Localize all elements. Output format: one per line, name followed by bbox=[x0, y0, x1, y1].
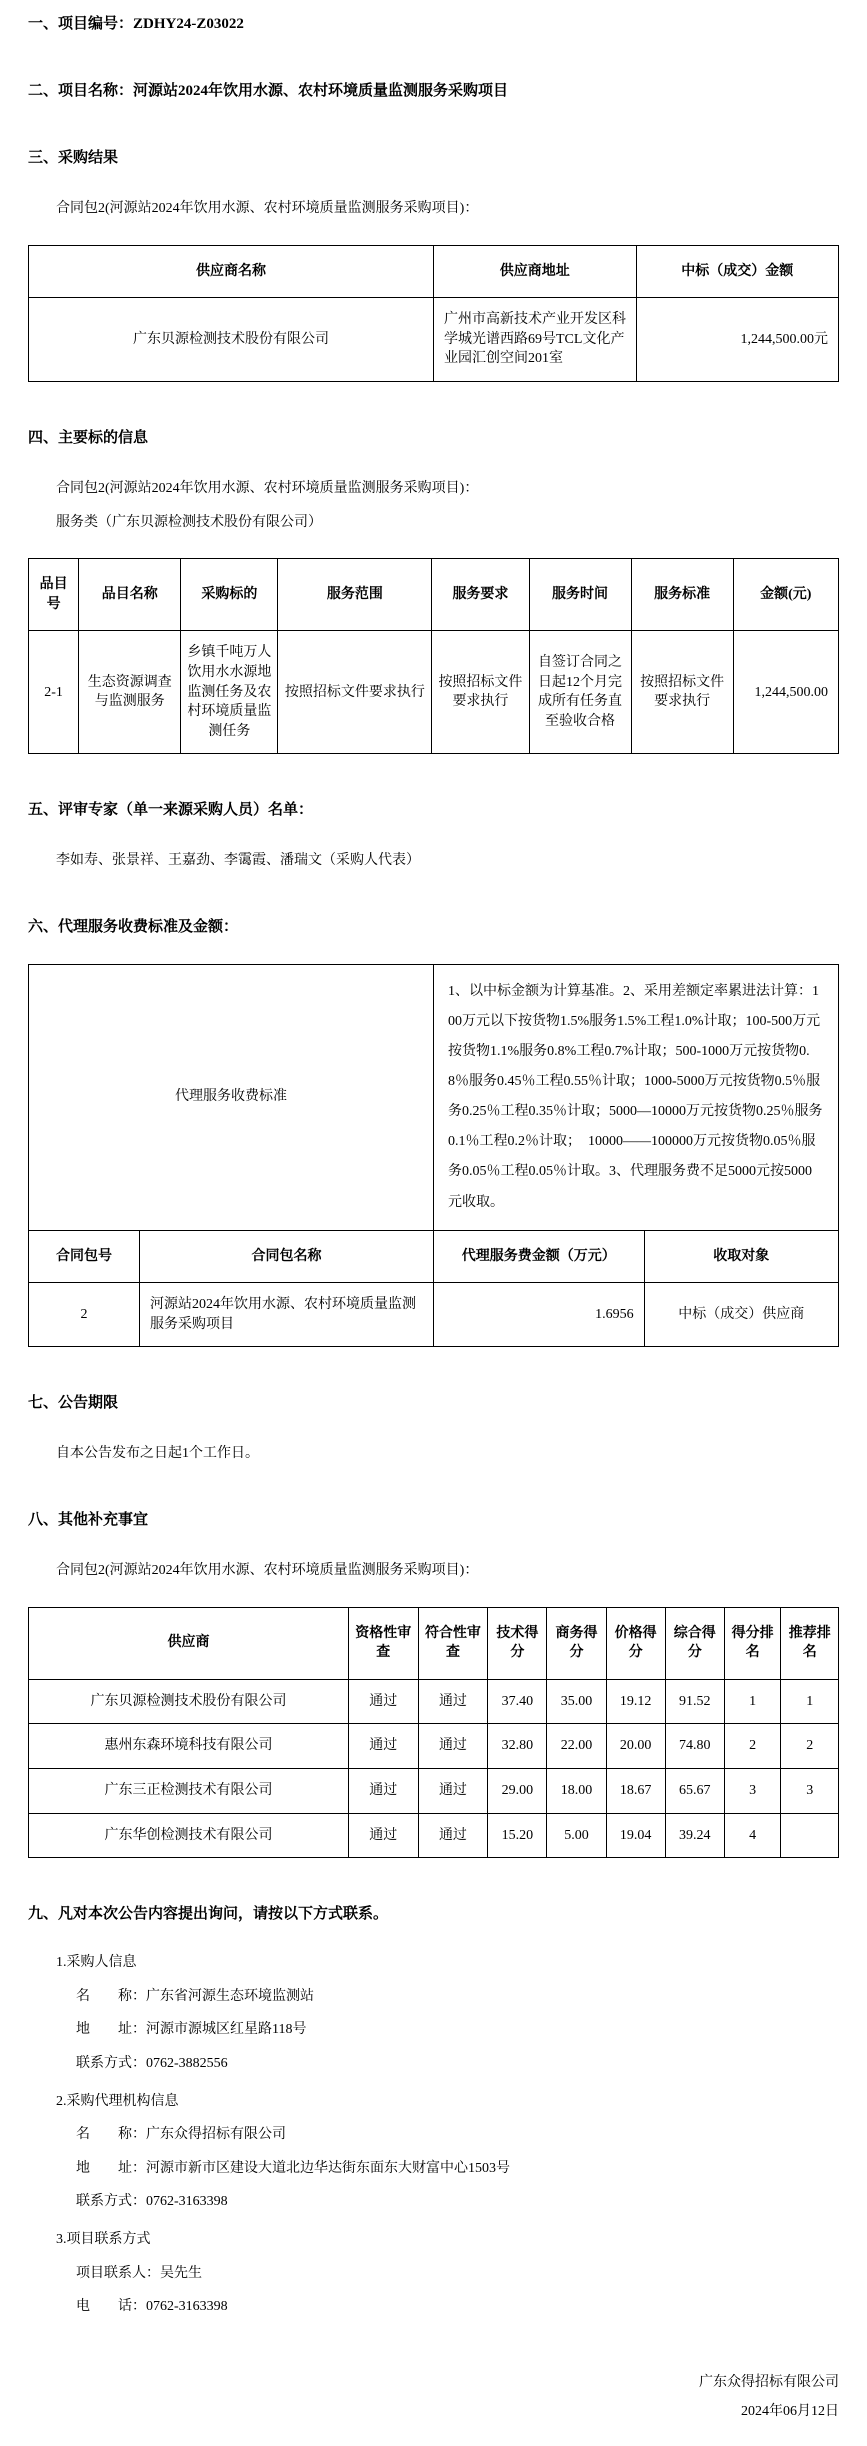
table-header-row bbox=[29, 1607, 839, 1679]
col-price-score: 价格得分 bbox=[606, 1607, 665, 1679]
table-row bbox=[29, 1813, 839, 1858]
fee-standard-row bbox=[29, 964, 839, 1230]
section-8-heading: 八、其他补充事宜 bbox=[28, 1512, 149, 1529]
col-service-scope: 服务范围 bbox=[278, 559, 432, 631]
technical-score-cell: 32.80 bbox=[488, 1724, 547, 1769]
col-qualification-review: 资格性审查 bbox=[348, 1607, 418, 1679]
technical-score-cell: 15.20 bbox=[488, 1813, 547, 1858]
table-row bbox=[29, 1724, 839, 1769]
conformity-cell: 通过 bbox=[418, 1769, 488, 1814]
section-5-heading: 五、评审专家（单一来源采购人员）名单： bbox=[28, 802, 314, 819]
purchaser-address: 地 址：河源市源城区红星路118号 bbox=[76, 2022, 307, 2038]
service-standard-cell: 按照招标文件要求执行 bbox=[631, 631, 733, 754]
agency-fee-amount-table bbox=[28, 1230, 839, 1348]
item-no-cell: 2-1 bbox=[29, 631, 79, 754]
item-name-cell: 生态资源调查与监测服务 bbox=[79, 631, 181, 754]
section-9-heading: 九、凡对本次公告内容提出询问，请按以下方式联系。 bbox=[28, 1906, 389, 1923]
section-3-package-line: 合同包2(河源站2024年饮用水源、农村环境质量监测服务采购项目)： bbox=[56, 201, 479, 216]
expert-names: 李如寿、张景祥、王嘉劲、李霭霞、潘瑞文（采购人代表） bbox=[56, 853, 420, 869]
purchaser-contact: 联系方式：0762-3882556 bbox=[76, 2055, 228, 2071]
package-no-cell: 2 bbox=[29, 1283, 140, 1347]
supplier-cell: 广东华创检测技术有限公司 bbox=[29, 1813, 349, 1858]
col-fee-payer: 收取对象 bbox=[644, 1230, 838, 1283]
service-requirement-cell: 按照招标文件要求执行 bbox=[432, 631, 529, 754]
procurement-result-table bbox=[28, 245, 839, 382]
price-score-cell: 19.12 bbox=[606, 1679, 665, 1724]
col-supplier-address: 供应商地址 bbox=[434, 245, 637, 298]
score-table bbox=[28, 1607, 839, 1859]
business-score-cell: 18.00 bbox=[547, 1769, 606, 1814]
col-total-score: 综合得分 bbox=[665, 1607, 724, 1679]
fee-amount-cell: 1.6956 bbox=[433, 1283, 644, 1347]
score-rank-cell: 2 bbox=[724, 1724, 781, 1769]
qualification-cell: 通过 bbox=[348, 1813, 418, 1858]
project-phone: 电 话：0762-3163398 bbox=[76, 2299, 228, 2315]
col-service-time: 服务时间 bbox=[529, 559, 631, 631]
col-package-no: 合同包号 bbox=[29, 1230, 140, 1283]
business-score-cell: 35.00 bbox=[547, 1679, 606, 1724]
col-service-requirement: 服务要求 bbox=[432, 559, 529, 631]
table-row bbox=[29, 298, 839, 382]
purchaser-name: 名 称：广东省河源生态环境监测站 bbox=[76, 1988, 314, 2004]
col-item-no: 品目号 bbox=[29, 559, 79, 631]
project-contact-person: 项目联系人：吴先生 bbox=[76, 2265, 202, 2281]
purchaser-info-title: 1.采购人信息 bbox=[56, 1955, 137, 1971]
agency-name: 名 称：广东众得招标有限公司 bbox=[76, 2127, 286, 2143]
total-score-cell: 65.67 bbox=[665, 1769, 724, 1814]
col-supplier-name: 供应商名称 bbox=[29, 245, 434, 298]
col-score-rank: 得分排名 bbox=[724, 1607, 781, 1679]
recommend-rank-cell: 1 bbox=[781, 1679, 839, 1724]
technical-score-cell: 37.40 bbox=[488, 1679, 547, 1724]
col-procurement-target: 采购标的 bbox=[181, 559, 278, 631]
price-score-cell: 18.67 bbox=[606, 1769, 665, 1814]
col-business-score: 商务得分 bbox=[547, 1607, 606, 1679]
agency-contact: 联系方式：0762-3163398 bbox=[76, 2194, 228, 2210]
qualification-cell: 通过 bbox=[348, 1679, 418, 1724]
price-score-cell: 19.04 bbox=[606, 1813, 665, 1858]
recommend-rank-cell bbox=[781, 1813, 839, 1858]
technical-score-cell: 29.00 bbox=[488, 1769, 547, 1814]
section-7-heading: 七、公告期限 bbox=[28, 1395, 119, 1412]
table-header-row bbox=[29, 1230, 839, 1283]
col-award-amount: 中标（成交）金额 bbox=[636, 245, 839, 298]
score-rank-cell: 1 bbox=[724, 1679, 781, 1724]
business-score-cell: 22.00 bbox=[547, 1724, 606, 1769]
procurement-target-cell: 乡镇千吨万人饮用水水源地监测任务及农村环境质量监测任务 bbox=[181, 631, 278, 754]
supplier-name-cell: 广东贝源检测技术股份有限公司 bbox=[29, 298, 434, 382]
section-4-package-line: 合同包2(河源站2024年饮用水源、农村环境质量监测服务采购项目)： bbox=[56, 480, 479, 496]
amount-cell: 1,244,500.00 bbox=[733, 631, 838, 754]
col-amount: 金额(元) bbox=[733, 559, 838, 631]
footer-company: 广东众得招标有限公司 bbox=[699, 2374, 839, 2390]
recommend-rank-cell: 2 bbox=[781, 1724, 839, 1769]
recommend-rank-cell: 3 bbox=[781, 1769, 839, 1814]
col-package-name: 合同包名称 bbox=[139, 1230, 433, 1283]
announcement-document bbox=[28, 14, 839, 2422]
qualification-cell: 通过 bbox=[348, 1769, 418, 1814]
total-score-cell: 74.80 bbox=[665, 1724, 724, 1769]
project-contact-title: 3.项目联系方式 bbox=[56, 2231, 151, 2247]
service-time-cell: 自签订合同之日起12个月完成所有任务直至验收合格 bbox=[529, 631, 631, 754]
score-rank-cell: 4 bbox=[724, 1813, 781, 1858]
business-score-cell: 5.00 bbox=[547, 1813, 606, 1858]
total-score-cell: 39.24 bbox=[665, 1813, 724, 1858]
section-2-heading: 二、项目名称：河源站2024年饮用水源、农村环境质量监测服务采购项目 bbox=[28, 83, 509, 99]
section-6-heading: 六、代理服务收费标准及金额： bbox=[28, 918, 239, 935]
fee-payer-cell: 中标（成交）供应商 bbox=[644, 1283, 838, 1347]
supplier-cell: 广东贝源检测技术股份有限公司 bbox=[29, 1679, 349, 1724]
conformity-cell: 通过 bbox=[418, 1679, 488, 1724]
score-rank-cell: 3 bbox=[724, 1769, 781, 1814]
price-score-cell: 20.00 bbox=[606, 1724, 665, 1769]
table-row bbox=[29, 1283, 839, 1347]
supplier-cell: 惠州东森环境科技有限公司 bbox=[29, 1724, 349, 1769]
section-4-category-line: 服务类（广东贝源检测技术股份有限公司） bbox=[56, 514, 322, 530]
supplier-address-cell: 广州市高新技术产业开发区科学城光谱西路69号TCL文化产业园汇创空间201室 bbox=[434, 298, 637, 382]
table-header-row bbox=[29, 559, 839, 631]
section-4-heading: 四、主要标的信息 bbox=[28, 429, 149, 446]
fee-standard-label: 代理服务收费标准 bbox=[29, 964, 434, 1230]
subject-matter-table bbox=[28, 558, 839, 754]
table-row bbox=[29, 1769, 839, 1814]
footer-date: 2024年06月12日 bbox=[741, 2404, 839, 2420]
agency-fee-table bbox=[28, 964, 839, 1231]
announcement-period-text: 自本公告发布之日起1个工作日。 bbox=[56, 1446, 259, 1462]
conformity-cell: 通过 bbox=[418, 1724, 488, 1769]
agency-address: 地 址：河源市新市区建设大道北边华达街东面东大财富中心1503号 bbox=[76, 2160, 510, 2176]
supplier-cell: 广东三正检测技术有限公司 bbox=[29, 1769, 349, 1814]
section-8-package-line: 合同包2(河源站2024年饮用水源、农村环境质量监测服务采购项目)： bbox=[56, 1563, 479, 1579]
table-row bbox=[29, 1679, 839, 1724]
table-row bbox=[29, 631, 839, 754]
award-amount-cell: 1,244,500.00元 bbox=[636, 298, 839, 382]
footer bbox=[28, 2373, 839, 2422]
package-name-cell: 河源站2024年饮用水源、农村环境质量监测服务采购项目 bbox=[139, 1283, 433, 1347]
service-scope-cell: 按照招标文件要求执行 bbox=[278, 631, 432, 754]
col-supplier: 供应商 bbox=[29, 1607, 349, 1679]
col-recommend-rank: 推荐排名 bbox=[781, 1607, 839, 1679]
col-service-standard: 服务标准 bbox=[631, 559, 733, 631]
qualification-cell: 通过 bbox=[348, 1724, 418, 1769]
section-1-heading: 一、项目编号：ZDHY24-Z03022 bbox=[28, 16, 244, 32]
conformity-cell: 通过 bbox=[418, 1813, 488, 1858]
table-header-row bbox=[29, 245, 839, 298]
col-conformity-review: 符合性审查 bbox=[418, 1607, 488, 1679]
col-technical-score: 技术得分 bbox=[488, 1607, 547, 1679]
fee-standard-text: 1、以中标金额为计算基准。2、采用差额定率累进法计算：100万元以下按货物1.5%服务1.5%工程1.0%计取；100-500万元按货物1.1%服务0.8%工程0.7%计取；500-1000万元按货物0.8％服务0.45％工程0.55％计取；1000-5000万元按货物0.5％服务0.25％工程0.35％计取；5000—10000万元按货物0.25％服务0.1％工程0.2％计取； 10000——100000万元按货物0.05％服务0.05％工程0.05％计取。3、代理服务费不足5000元按5000元收取。 bbox=[434, 964, 839, 1230]
total-score-cell: 91.52 bbox=[665, 1679, 724, 1724]
col-fee-amount: 代理服务费金额（万元） bbox=[433, 1230, 644, 1283]
col-item-name: 品目名称 bbox=[79, 559, 181, 631]
agency-info-title: 2.采购代理机构信息 bbox=[56, 2093, 179, 2109]
section-3-heading: 三、采购结果 bbox=[28, 150, 119, 166]
